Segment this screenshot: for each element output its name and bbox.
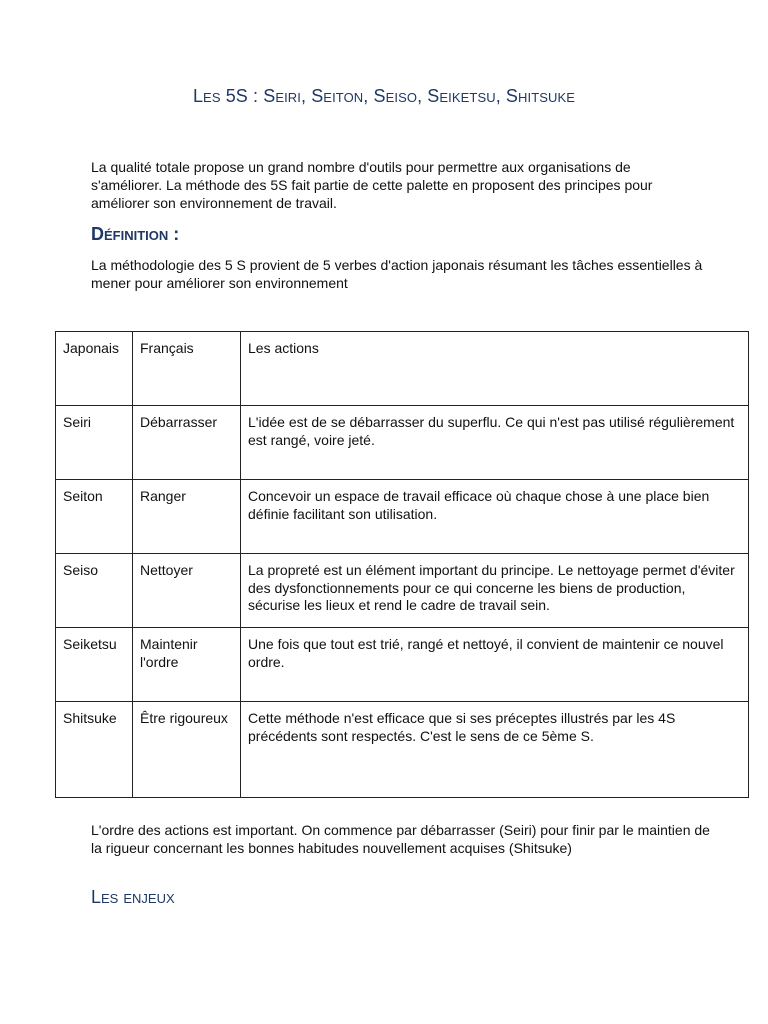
intro-paragraph: La qualité totale propose un grand nombre d'outils pour permettre aux organisations de s'améliorer. La méthode des 5S fait partie de cette palette en proposent des principes pour améliorer son environnement de travail. [91, 159, 653, 211]
five-s-table [55, 331, 749, 798]
definition-heading: Définition : [91, 224, 180, 244]
header-francais: Français [133, 332, 241, 406]
cell-francais: Débarrasser [133, 406, 241, 480]
cell-francais: Nettoyer [133, 554, 241, 628]
cell-japonais: Seiketsu [56, 628, 133, 702]
table-row [56, 406, 749, 480]
conclusion-paragraph: L'ordre des actions est important. On commence par débarrasser (Seiri) pour finir par le maintien de la rigueur concernant les bonnes habitudes nouvellement acquises (Shitsuke) [91, 822, 710, 856]
cell-action: L'idée est de se débarrasser du superflu. Ce qui n'est pas utilisé régulièrement est rangé, voire jeté. [241, 406, 749, 480]
enjeux-heading: Les enjeux [91, 887, 175, 907]
cell-action: Cette méthode n'est efficace que si ses préceptes illustrés par les 4S précédents sont respectés. C'est le sens de ce 5ème S. [241, 702, 749, 798]
table-row [56, 480, 749, 554]
table-row [56, 702, 749, 798]
cell-francais: Être rigoureux [133, 702, 241, 798]
header-japonais: Japonais [56, 332, 133, 406]
definition-paragraph: La méthodologie des 5 S provient de 5 verbes d'action japonais résumant les tâches essentielles à mener pour améliorer son environnement [91, 257, 703, 291]
table-row [56, 628, 749, 702]
table-row [56, 554, 749, 628]
cell-japonais: Shitsuke [56, 702, 133, 798]
cell-japonais: Seiso [56, 554, 133, 628]
cell-japonais: Seiri [56, 406, 133, 480]
cell-francais: Ranger [133, 480, 241, 554]
header-actions: Les actions [241, 332, 749, 406]
page-title: Les 5S : Seiri, Seiton, Seiso, Seiketsu, Shitsuke [192, 86, 576, 106]
cell-action: La propreté est un élément important du principe. Le nettoyage permet d'éviter des dysfonctionnements pour ce qui concerne les biens de production, sécurise les lieux et rend le cadre de travail sein. [241, 554, 749, 628]
cell-action: Une fois que tout est trié, rangé et nettoyé, il convient de maintenir ce nouvel ordre. [241, 628, 749, 702]
cell-japonais: Seiton [56, 480, 133, 554]
cell-action: Concevoir un espace de travail efficace où chaque chose à une place bien définie facilitant son utilisation. [241, 480, 749, 554]
cell-francais: Maintenir l'ordre [133, 628, 241, 702]
table-header-row [56, 332, 749, 406]
